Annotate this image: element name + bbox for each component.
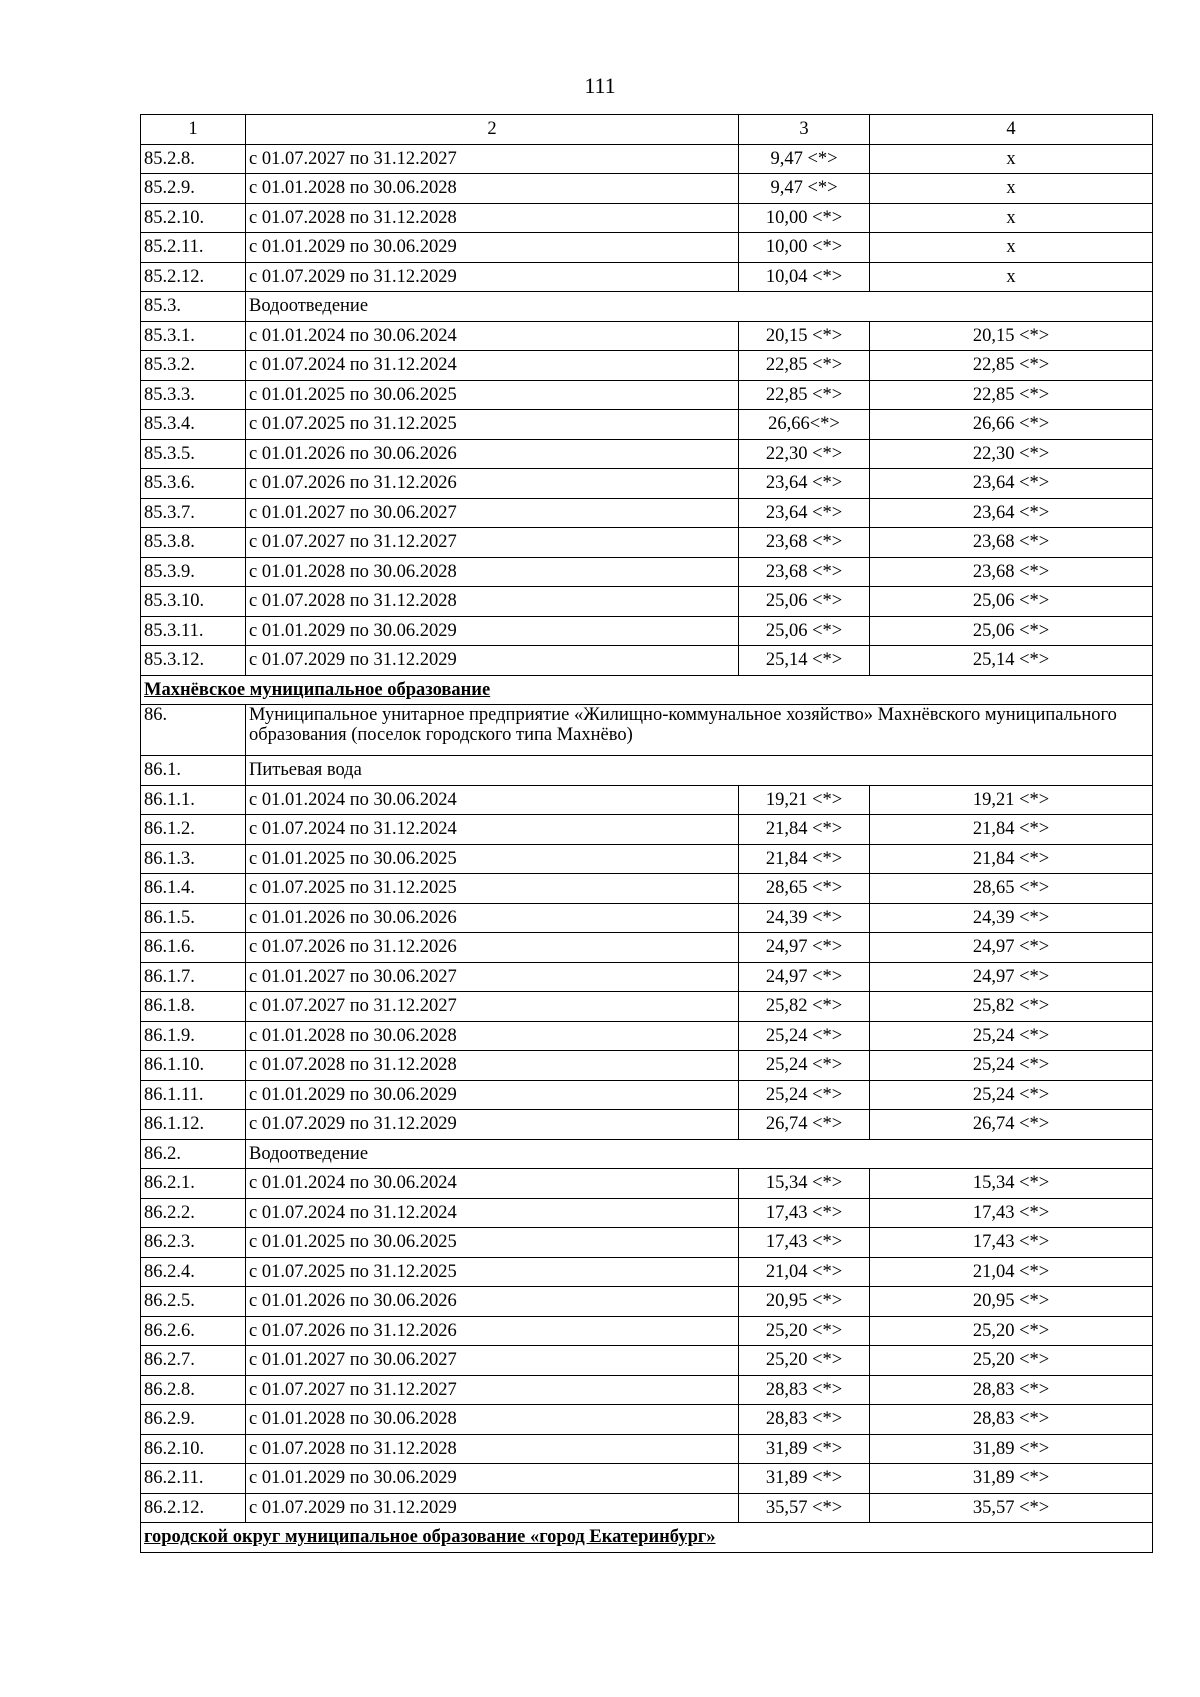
tariff-cell-4: 22,85 <*>: [870, 351, 1153, 381]
row-number: 86.2.4.: [141, 1257, 246, 1287]
table-row: [141, 233, 1153, 263]
row-number: 85.2.11.: [141, 233, 246, 263]
tariff-cell-3: 9,47 <*>: [739, 174, 870, 204]
period-cell: с 01.01.2025 по 30.06.2025: [246, 380, 739, 410]
table-row: [141, 144, 1153, 174]
row-number: 86.2.8.: [141, 1375, 246, 1405]
row-number: 85.3.8.: [141, 528, 246, 558]
tariff-cell-3: 25,24 <*>: [739, 1051, 870, 1081]
row-number: 86.1.6.: [141, 933, 246, 963]
period-cell: с 01.07.2025 по 31.12.2025: [246, 410, 739, 440]
row-number: 85.3.: [141, 292, 246, 322]
period-cell: с 01.07.2024 по 31.12.2024: [246, 351, 739, 381]
period-cell: с 01.01.2029 по 30.06.2029: [246, 1080, 739, 1110]
tariff-cell-3: 21,04 <*>: [739, 1257, 870, 1287]
row-number: 85.2.8.: [141, 144, 246, 174]
tariff-cell-4: 23,64 <*>: [870, 469, 1153, 499]
row-number: 86.2.3.: [141, 1228, 246, 1258]
period-cell: с 01.07.2028 по 31.12.2028: [246, 587, 739, 617]
period-cell: с 01.01.2028 по 30.06.2028: [246, 174, 739, 204]
row-number: 85.3.9.: [141, 557, 246, 587]
period-cell: с 01.01.2024 по 30.06.2024: [246, 1169, 739, 1199]
tariff-cell-4: 28,65 <*>: [870, 874, 1153, 904]
table-row: [141, 528, 1153, 558]
table-row: [141, 1346, 1153, 1376]
tariff-cell-3: 25,24 <*>: [739, 1021, 870, 1051]
tariff-cell-4: х: [870, 262, 1153, 292]
table-row: [141, 1287, 1153, 1317]
tariff-cell-3: 15,34 <*>: [739, 1169, 870, 1199]
period-cell: с 01.07.2027 по 31.12.2027: [246, 1375, 739, 1405]
tariff-cell-3: 24,97 <*>: [739, 962, 870, 992]
tariff-cell-4: 24,97 <*>: [870, 933, 1153, 963]
tariff-cell-3: 23,68 <*>: [739, 528, 870, 558]
period-cell: с 01.01.2028 по 30.06.2028: [246, 1405, 739, 1435]
period-cell: с 01.07.2029 по 31.12.2029: [246, 1110, 739, 1140]
group-row: [141, 292, 1153, 322]
period-cell: с 01.07.2026 по 31.12.2026: [246, 933, 739, 963]
tariff-cell-3: 21,84 <*>: [739, 815, 870, 845]
tariff-cell-4: 25,14 <*>: [870, 646, 1153, 676]
period-cell: с 01.07.2027 по 31.12.2027: [246, 528, 739, 558]
row-number: 86.1.7.: [141, 962, 246, 992]
row-number: 85.3.5.: [141, 439, 246, 469]
tariff-cell-4: 31,89 <*>: [870, 1434, 1153, 1464]
tariff-cell-4: 26,66 <*>: [870, 410, 1153, 440]
tariff-cell-3: 20,95 <*>: [739, 1287, 870, 1317]
tariff-cell-4: 24,39 <*>: [870, 903, 1153, 933]
tariff-cell-4: 21,84 <*>: [870, 844, 1153, 874]
row-number: 86.2.9.: [141, 1405, 246, 1435]
table-row: [141, 1257, 1153, 1287]
tariff-cell-4: 28,83 <*>: [870, 1375, 1153, 1405]
tariff-cell-4: 25,82 <*>: [870, 992, 1153, 1022]
row-number: 86.2.7.: [141, 1346, 246, 1376]
table-row: [141, 498, 1153, 528]
period-cell: с 01.01.2025 по 30.06.2025: [246, 844, 739, 874]
table-row: [141, 262, 1153, 292]
tariff-cell-4: 17,43 <*>: [870, 1198, 1153, 1228]
tariff-cell-3: 25,20 <*>: [739, 1346, 870, 1376]
tariff-cell-4: 25,24 <*>: [870, 1051, 1153, 1081]
period-cell: с 01.01.2029 по 30.06.2029: [246, 233, 739, 263]
table-row: [141, 203, 1153, 233]
tariff-cell-3: 25,06 <*>: [739, 616, 870, 646]
tariff-cell-3: 25,06 <*>: [739, 587, 870, 617]
row-number: 86.2.6.: [141, 1316, 246, 1346]
table-row: [141, 587, 1153, 617]
table-row: [141, 1375, 1153, 1405]
tariff-cell-4: х: [870, 233, 1153, 263]
group-label: Водоотведение: [246, 1139, 1153, 1169]
period-cell: с 01.01.2026 по 30.06.2026: [246, 1287, 739, 1317]
tariff-cell-3: 9,47 <*>: [739, 144, 870, 174]
period-cell: с 01.07.2025 по 31.12.2025: [246, 1257, 739, 1287]
table-row: [141, 351, 1153, 381]
tariff-cell-3: 24,97 <*>: [739, 933, 870, 963]
tariff-cell-4: 26,74 <*>: [870, 1110, 1153, 1140]
tariff-cell-4: 25,06 <*>: [870, 616, 1153, 646]
period-cell: с 01.07.2027 по 31.12.2027: [246, 992, 739, 1022]
row-number: 86.1.12.: [141, 1110, 246, 1140]
table-row: [141, 1405, 1153, 1435]
table-row: [141, 1316, 1153, 1346]
row-number: 85.2.12.: [141, 262, 246, 292]
tariff-cell-3: 31,89 <*>: [739, 1434, 870, 1464]
table-row: [141, 1080, 1153, 1110]
tariff-cell-3: 26,74 <*>: [739, 1110, 870, 1140]
row-number: 86.2.11.: [141, 1464, 246, 1494]
tariff-cell-4: 21,04 <*>: [870, 1257, 1153, 1287]
page-number: 111: [584, 73, 616, 98]
tariff-cell-4: 25,20 <*>: [870, 1346, 1153, 1376]
period-cell: с 01.01.2027 по 30.06.2027: [246, 498, 739, 528]
period-cell: с 01.01.2027 по 30.06.2027: [246, 1346, 739, 1376]
table-row: [141, 1198, 1153, 1228]
tariff-cell-3: 28,65 <*>: [739, 874, 870, 904]
tariff-cell-3: 28,83 <*>: [739, 1405, 870, 1435]
table-row: [141, 1021, 1153, 1051]
column-header-1: 1: [141, 115, 246, 145]
row-number: 86.2.2.: [141, 1198, 246, 1228]
column-header-4: 4: [870, 115, 1153, 145]
tariff-cell-3: 28,83 <*>: [739, 1375, 870, 1405]
table-row: [141, 174, 1153, 204]
period-cell: с 01.01.2024 по 30.06.2024: [246, 321, 739, 351]
period-cell: с 01.07.2028 по 31.12.2028: [246, 1434, 739, 1464]
group-label: Питьевая вода: [246, 756, 1153, 786]
tariff-cell-3: 17,43 <*>: [739, 1228, 870, 1258]
tariff-cell-4: 23,68 <*>: [870, 528, 1153, 558]
tariff-cell-4: 25,24 <*>: [870, 1021, 1153, 1051]
tariff-cell-4: 28,83 <*>: [870, 1405, 1153, 1435]
period-cell: с 01.07.2028 по 31.12.2028: [246, 203, 739, 233]
tariff-cell-4: 22,30 <*>: [870, 439, 1153, 469]
period-cell: с 01.01.2027 по 30.06.2027: [246, 962, 739, 992]
period-cell: с 01.01.2028 по 30.06.2028: [246, 1021, 739, 1051]
row-number: 85.3.2.: [141, 351, 246, 381]
row-number: 86.: [141, 705, 246, 756]
tariff-cell-4: 35,57 <*>: [870, 1493, 1153, 1523]
section-title: городской округ муниципальное образование «город Екатеринбург»: [141, 1523, 1153, 1553]
period-cell: с 01.01.2029 по 30.06.2029: [246, 1464, 739, 1494]
row-number: 86.1.1.: [141, 785, 246, 815]
table-row: [141, 380, 1153, 410]
tariff-cell-3: 23,64 <*>: [739, 469, 870, 499]
row-number: 85.2.10.: [141, 203, 246, 233]
period-cell: с 01.01.2025 по 30.06.2025: [246, 1228, 739, 1258]
table-row: [141, 1228, 1153, 1258]
tariff-cell-4: 31,89 <*>: [870, 1464, 1153, 1494]
table-row: [141, 785, 1153, 815]
row-number: 85.3.1.: [141, 321, 246, 351]
tariff-cell-4: 25,24 <*>: [870, 1080, 1153, 1110]
row-number: 86.2.10.: [141, 1434, 246, 1464]
tariff-cell-3: 24,39 <*>: [739, 903, 870, 933]
tariff-cell-3: 26,66<*>: [739, 410, 870, 440]
tariff-cell-3: 22,30 <*>: [739, 439, 870, 469]
tariff-cell-3: 22,85 <*>: [739, 351, 870, 381]
row-number: 85.3.10.: [141, 587, 246, 617]
tariff-cell-3: 22,85 <*>: [739, 380, 870, 410]
tariff-cell-3: 25,24 <*>: [739, 1080, 870, 1110]
table-row: [141, 410, 1153, 440]
tariff-cell-4: 19,21 <*>: [870, 785, 1153, 815]
tariff-cell-3: 25,82 <*>: [739, 992, 870, 1022]
period-cell: с 01.01.2024 по 30.06.2024: [246, 785, 739, 815]
row-number: 86.2.12.: [141, 1493, 246, 1523]
table-row: [141, 1110, 1153, 1140]
period-cell: с 01.07.2029 по 31.12.2029: [246, 1493, 739, 1523]
tariff-cell-4: 17,43 <*>: [870, 1228, 1153, 1258]
row-number: 86.1.4.: [141, 874, 246, 904]
tariff-cell-4: 22,85 <*>: [870, 380, 1153, 410]
tariff-cell-4: х: [870, 203, 1153, 233]
table-row: [141, 1169, 1153, 1199]
table-row: [141, 1051, 1153, 1081]
table-row: [141, 1434, 1153, 1464]
group-row: [141, 756, 1153, 786]
tariff-cell-4: 20,15 <*>: [870, 321, 1153, 351]
row-number: 85.3.12.: [141, 646, 246, 676]
section-title: Махнёвское муниципальное образование: [141, 675, 1153, 705]
period-cell: с 01.01.2026 по 30.06.2026: [246, 439, 739, 469]
tariff-cell-3: 25,14 <*>: [739, 646, 870, 676]
period-cell: с 01.01.2026 по 30.06.2026: [246, 903, 739, 933]
tariff-cell-4: 23,64 <*>: [870, 498, 1153, 528]
table-row: [141, 933, 1153, 963]
tariff-cell-4: 20,95 <*>: [870, 1287, 1153, 1317]
tariff-cell-3: 19,21 <*>: [739, 785, 870, 815]
tariff-cell-4: х: [870, 144, 1153, 174]
row-number: 86.1.2.: [141, 815, 246, 845]
tariff-cell-4: х: [870, 174, 1153, 204]
tariff-cell-3: 23,68 <*>: [739, 557, 870, 587]
tariff-cell-3: 25,20 <*>: [739, 1316, 870, 1346]
period-cell: с 01.01.2028 по 30.06.2028: [246, 557, 739, 587]
organization-name: Муниципальное унитарное предприятие «Жилищно-коммунальное хозяйство» Махнёвского муниципального образования (поселок городского типа Махнёво): [246, 705, 1153, 756]
period-cell: с 01.07.2029 по 31.12.2029: [246, 646, 739, 676]
table-row: [141, 1464, 1153, 1494]
table-row: [141, 557, 1153, 587]
tariff-cell-4: 23,68 <*>: [870, 557, 1153, 587]
table-row: [141, 1493, 1153, 1523]
tariff-cell-3: 31,89 <*>: [739, 1464, 870, 1494]
row-number: 85.3.4.: [141, 410, 246, 440]
tariff-cell-3: 35,57 <*>: [739, 1493, 870, 1523]
row-number: 86.1.5.: [141, 903, 246, 933]
group-label: Водоотведение: [246, 292, 1153, 322]
table-row: [141, 469, 1153, 499]
row-number: 86.2.: [141, 1139, 246, 1169]
row-number: 85.3.3.: [141, 380, 246, 410]
group-row: [141, 1139, 1153, 1169]
row-number: 85.3.7.: [141, 498, 246, 528]
table-row: [141, 962, 1153, 992]
section-row: [141, 1523, 1153, 1553]
period-cell: с 01.07.2026 по 31.12.2026: [246, 1316, 739, 1346]
row-number: 86.2.5.: [141, 1287, 246, 1317]
table-row: [141, 903, 1153, 933]
period-cell: с 01.07.2026 по 31.12.2026: [246, 469, 739, 499]
period-cell: с 01.07.2028 по 31.12.2028: [246, 1051, 739, 1081]
tariff-cell-3: 10,00 <*>: [739, 233, 870, 263]
tariff-cell-4: 24,97 <*>: [870, 962, 1153, 992]
row-number: 86.2.1.: [141, 1169, 246, 1199]
tariff-cell-4: 15,34 <*>: [870, 1169, 1153, 1199]
column-header-3: 3: [739, 115, 870, 145]
table-header-row: [141, 115, 1153, 145]
row-number: 86.1.9.: [141, 1021, 246, 1051]
tariff-cell-3: 10,04 <*>: [739, 262, 870, 292]
table-row: [141, 874, 1153, 904]
table-row: [141, 321, 1153, 351]
period-cell: с 01.07.2027 по 31.12.2027: [246, 144, 739, 174]
row-number: 85.3.11.: [141, 616, 246, 646]
table-row: [141, 992, 1153, 1022]
row-number: 85.2.9.: [141, 174, 246, 204]
table-row: [141, 815, 1153, 845]
tariff-cell-3: 21,84 <*>: [739, 844, 870, 874]
tariff-cell-3: 20,15 <*>: [739, 321, 870, 351]
period-cell: с 01.07.2025 по 31.12.2025: [246, 874, 739, 904]
column-header-2: 2: [246, 115, 739, 145]
tariff-cell-3: 17,43 <*>: [739, 1198, 870, 1228]
tariff-cell-4: 25,20 <*>: [870, 1316, 1153, 1346]
period-cell: с 01.07.2024 по 31.12.2024: [246, 815, 739, 845]
tariff-cell-4: 21,84 <*>: [870, 815, 1153, 845]
period-cell: с 01.07.2024 по 31.12.2024: [246, 1198, 739, 1228]
organization-row: [141, 705, 1153, 756]
tariff-table: [140, 114, 1153, 1553]
period-cell: с 01.07.2029 по 31.12.2029: [246, 262, 739, 292]
row-number: 85.3.6.: [141, 469, 246, 499]
table-row: [141, 646, 1153, 676]
tariff-cell-3: 10,00 <*>: [739, 203, 870, 233]
table-row: [141, 439, 1153, 469]
table-row: [141, 616, 1153, 646]
row-number: 86.1.10.: [141, 1051, 246, 1081]
section-row: [141, 675, 1153, 705]
tariff-cell-3: 23,64 <*>: [739, 498, 870, 528]
period-cell: с 01.01.2029 по 30.06.2029: [246, 616, 739, 646]
table-row: [141, 844, 1153, 874]
tariff-cell-4: 25,06 <*>: [870, 587, 1153, 617]
row-number: 86.1.: [141, 756, 246, 786]
row-number: 86.1.8.: [141, 992, 246, 1022]
row-number: 86.1.3.: [141, 844, 246, 874]
row-number: 86.1.11.: [141, 1080, 246, 1110]
